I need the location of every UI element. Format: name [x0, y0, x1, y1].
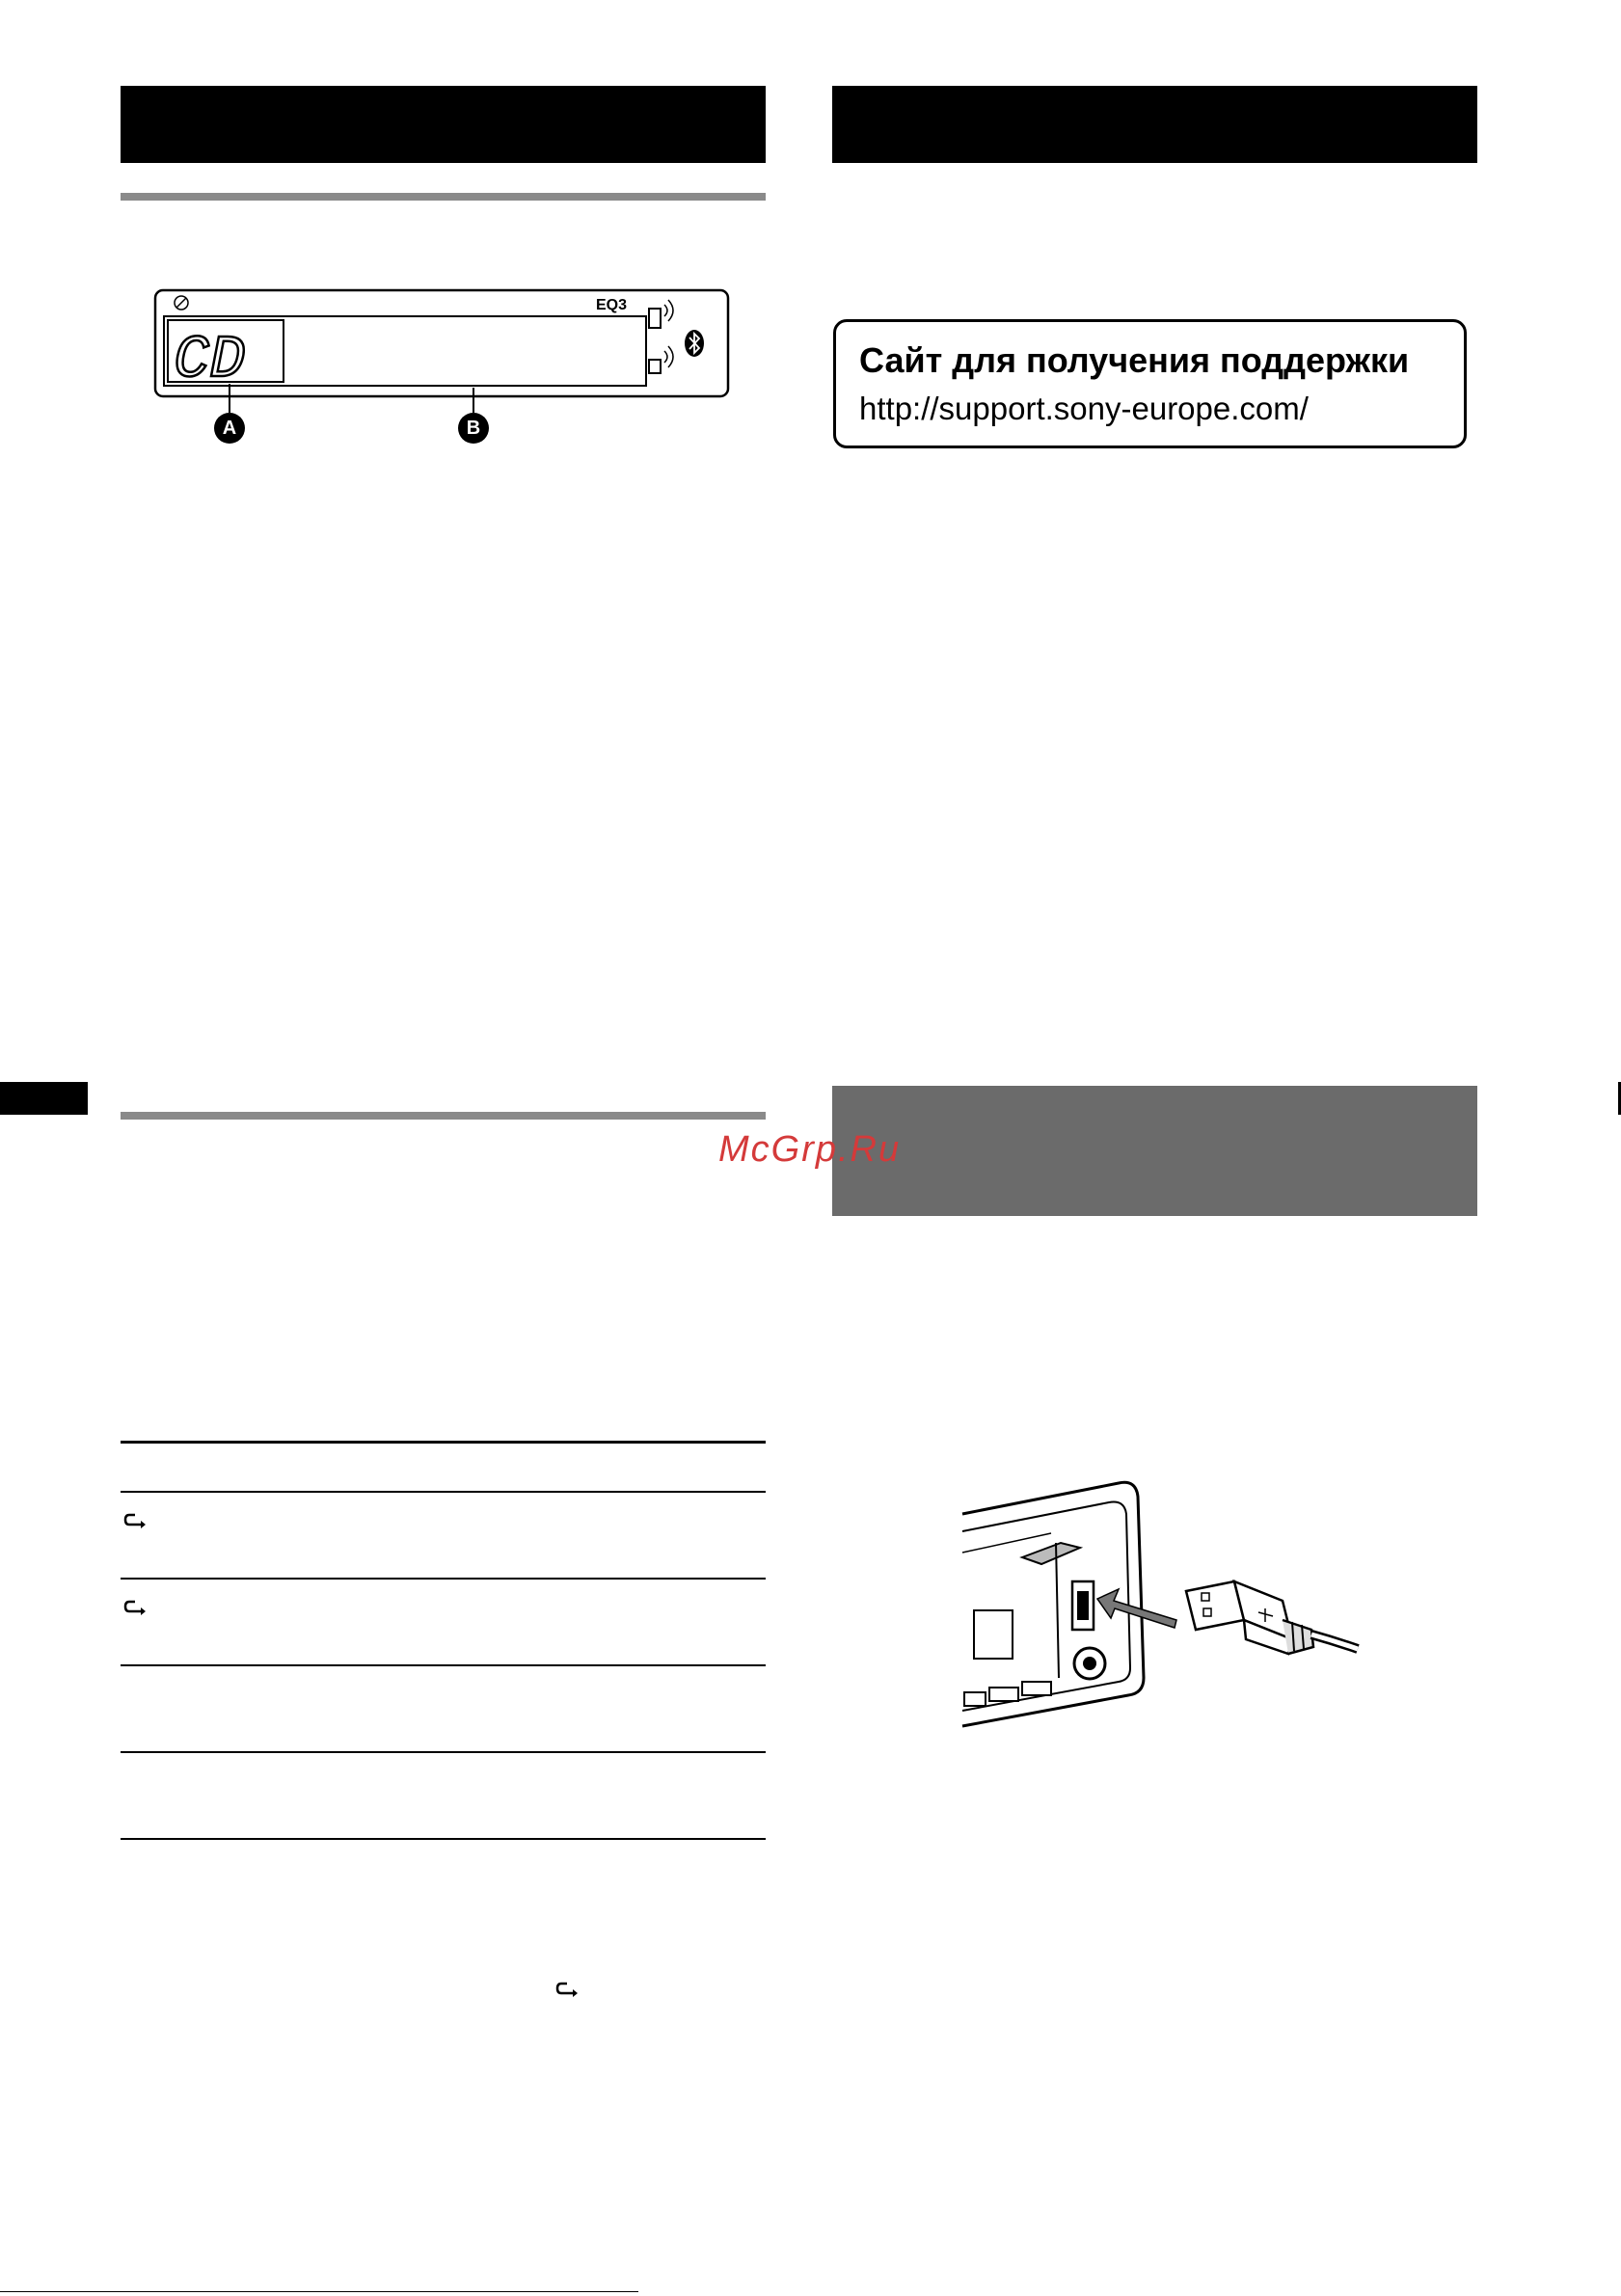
watermark-text: McGrp.Ru: [718, 1129, 902, 1170]
left-section-header-bar: [121, 86, 766, 163]
display-panel-illustration: [152, 287, 731, 442]
support-website-box: [833, 319, 1467, 448]
usb-connection-illustration: [955, 1475, 1360, 1736]
bluetooth-icon: [685, 330, 704, 357]
support-title: Сайт для получения поддержки: [859, 340, 1410, 380]
repeat-arrow-icon: [555, 1981, 581, 2004]
left-second-subsection-rule: [121, 1112, 766, 1120]
table-row-divider: [121, 1751, 766, 1753]
support-url-link[interactable]: http://support.sony-europe.com/: [859, 391, 1309, 426]
usb-illustration-svg: [955, 1475, 1360, 1736]
eq-label: EQ3: [596, 297, 628, 313]
repeat-arrow-icon: [123, 1512, 149, 1535]
callout-a: A: [214, 413, 245, 444]
table-row-divider: [121, 1491, 766, 1493]
table-row-divider: [121, 1664, 766, 1666]
left-subsection-rule: [121, 193, 766, 201]
table-row-divider: [121, 1578, 766, 1580]
source-readout: CD: [174, 326, 246, 394]
table-bottom-rule: [121, 1838, 766, 1840]
margin-language-tab: [0, 1082, 88, 1115]
callout-b: B: [458, 413, 489, 444]
repeat-arrow-icon: [123, 1599, 149, 1622]
right-section-gray-band: [832, 1086, 1477, 1216]
bottom-crop-line: [0, 2291, 638, 2292]
table-top-rule: [121, 1441, 766, 1444]
right-section-header-bar: [832, 86, 1477, 163]
